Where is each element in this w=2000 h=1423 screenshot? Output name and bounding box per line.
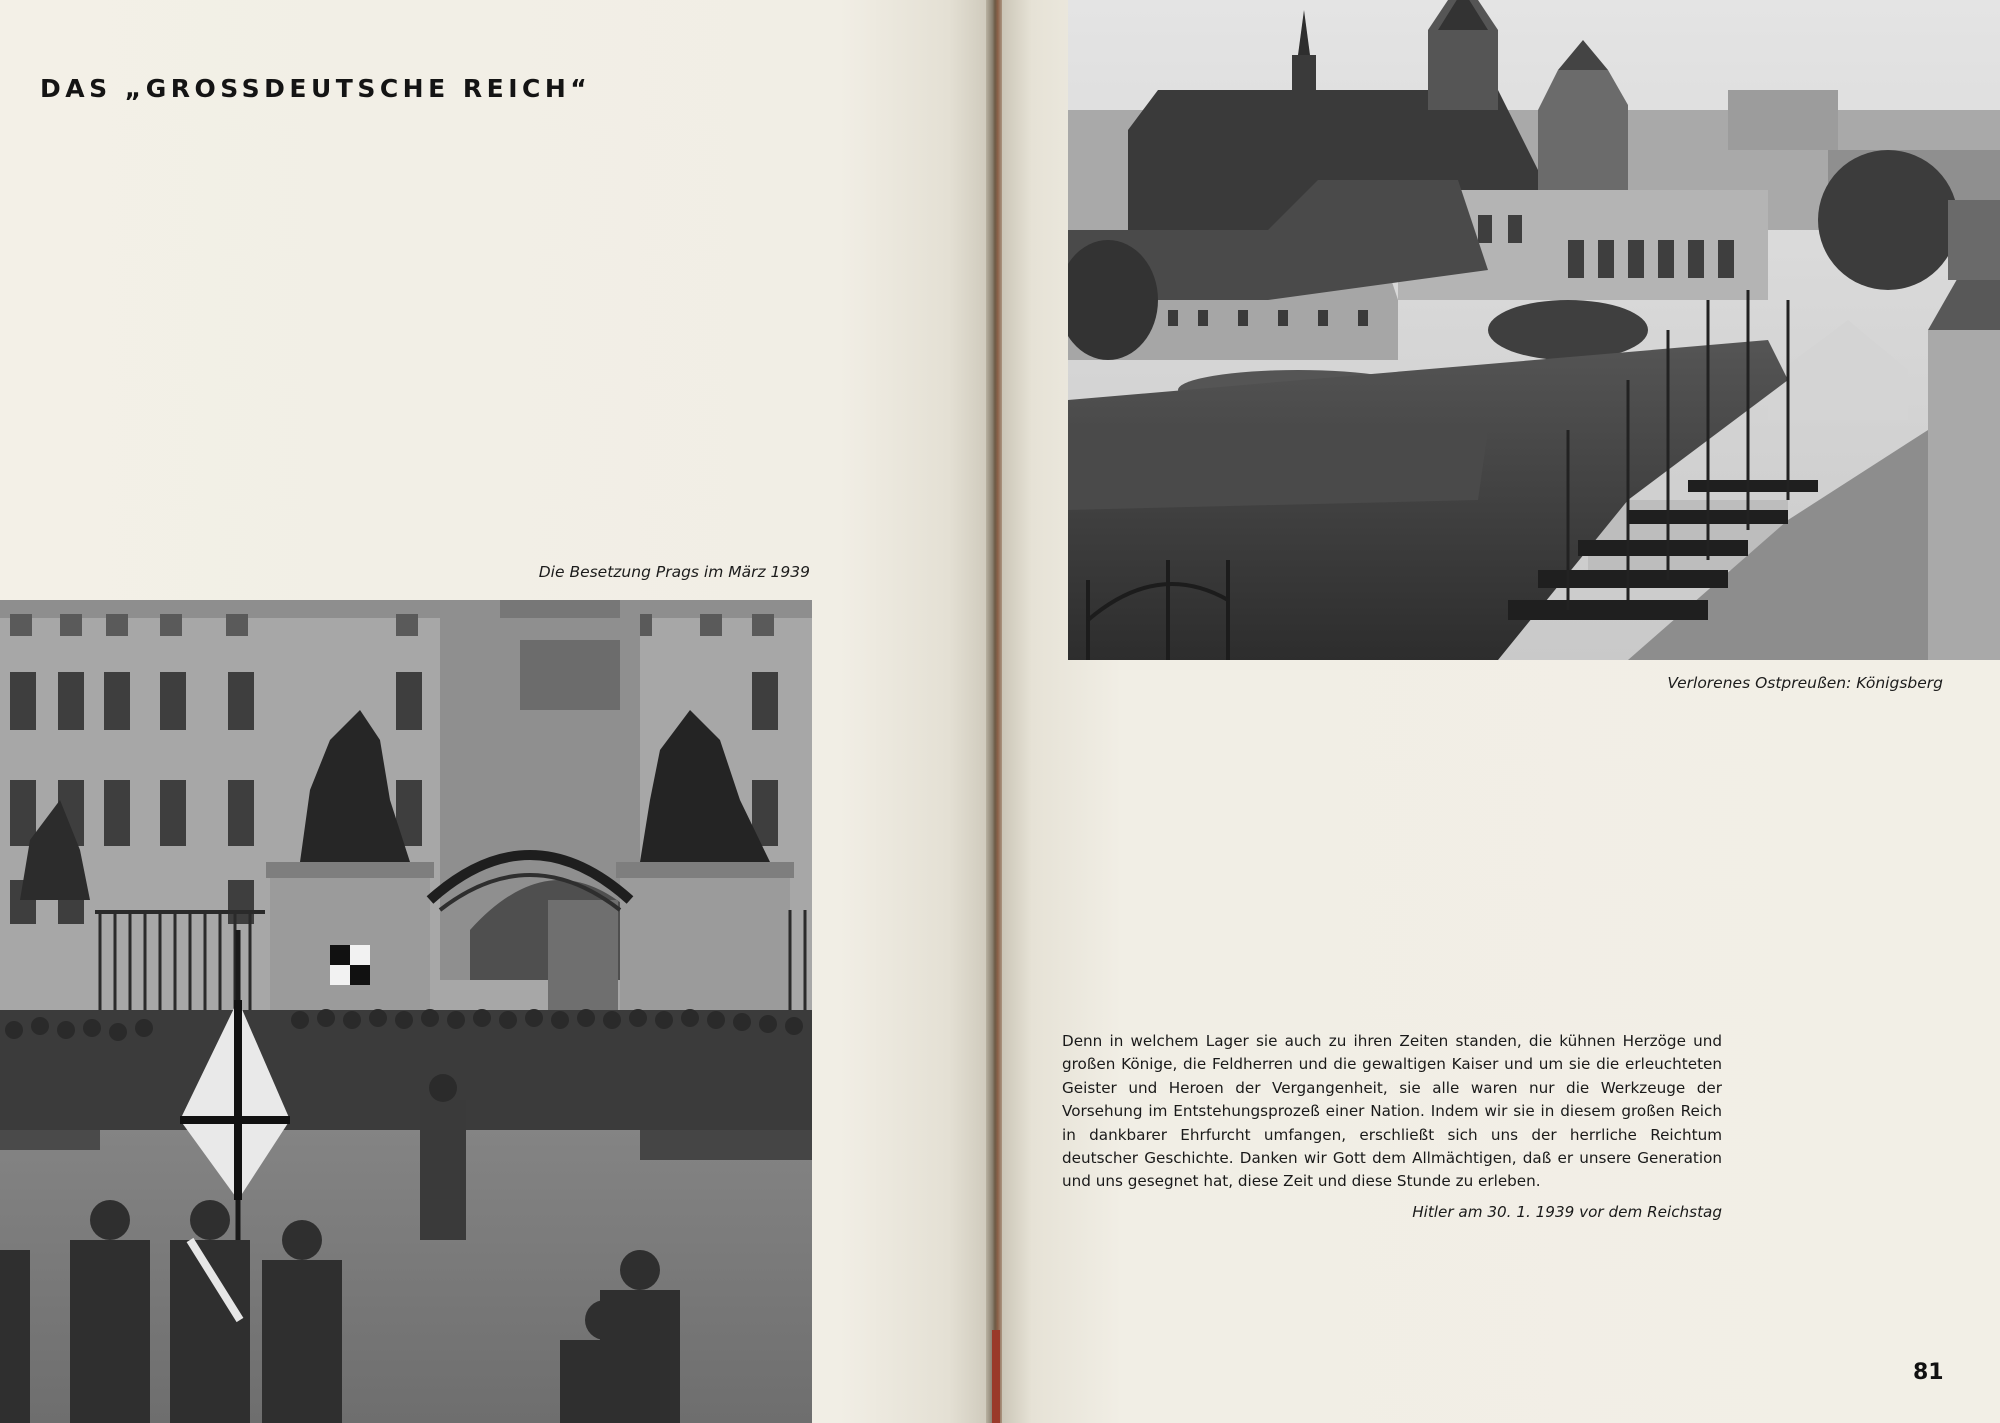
quote-source: Hitler am 30. 1. 1939 vor dem Reichstag <box>1412 1203 1722 1221</box>
page-number: 81 <box>1913 1360 1944 1385</box>
prague-occupation-photo <box>0 600 812 1423</box>
right-page <box>1002 0 2000 1423</box>
koenigsberg-photo-caption: Verlorenes Ostpreußen: Königsberg <box>1667 674 1943 692</box>
quote-text: Denn in welchem Lager sie auch zu ihren Zeiten standen, die kühnen Herzöge und großen Könige, die Feldherren und die gewaltigen Kaiser und um sie die erleuchteten Geister und Heroen der Vergangenheit, sie alle waren nur die Werkzeuge der Vorsehung im Entstehungsprozeß einer Nation. Indem wir sie in diesem großen Reich in dankbarer Ehrfurcht umfangen, erschließt sich uns der herrliche Reichtum deutscher Geschichte. Danken wir Gott dem Allmächtigen, daß er unsere Generation und uns gesegnet hat, diese Zeit und diese Stunde zu erleben. <box>1062 1032 1722 1191</box>
prague-photo-caption: Die Besetzung Prags im März 1939 <box>538 563 810 581</box>
left-page <box>0 0 988 1423</box>
book-spine-edge <box>992 1330 1000 1423</box>
koenigsberg-photo-image <box>1068 0 2000 660</box>
koenigsberg-photo <box>1068 0 2000 660</box>
prague-photo-image <box>0 600 812 1423</box>
page-heading: DAS „GROSSDEUTSCHE REICH“ <box>40 74 592 103</box>
